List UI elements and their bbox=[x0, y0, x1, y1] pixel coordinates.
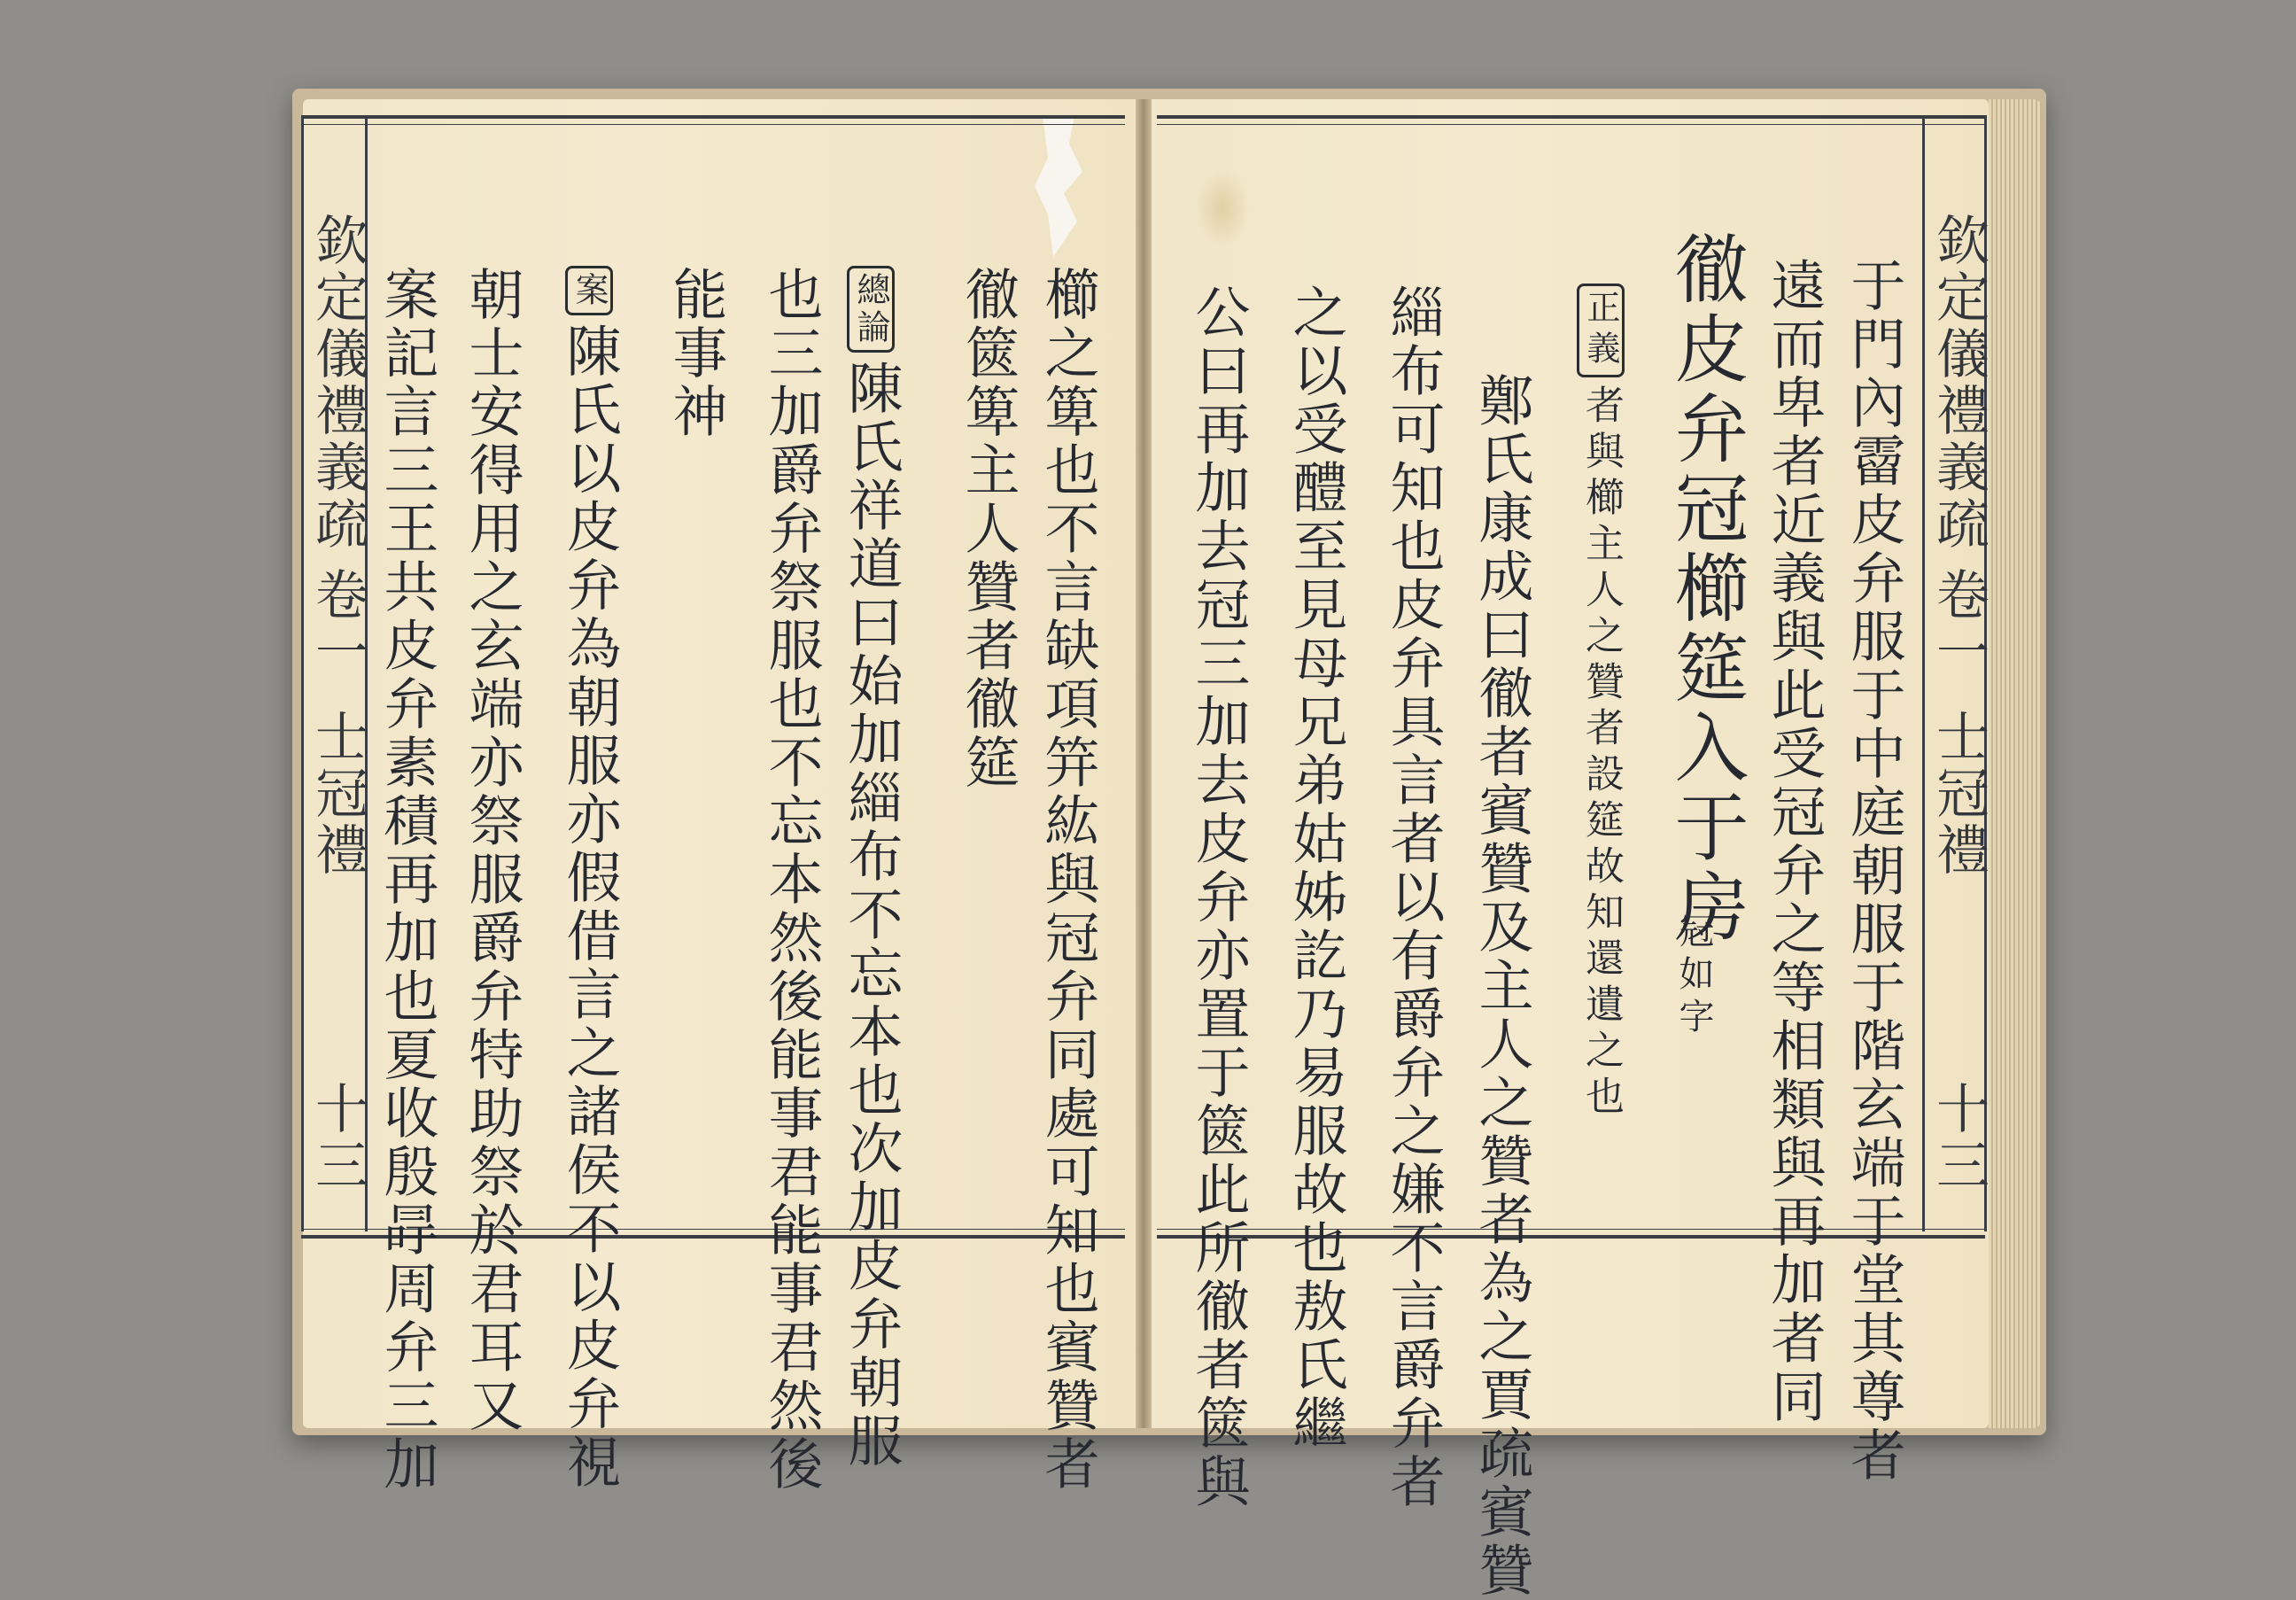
column-text: 陳氏祥道曰始加緇布不忘本也次加皮弁朝服 bbox=[839, 360, 904, 1471]
text-column: 緇布可知也皮弁具言者以有爵弁之嫌不言爵弁者 bbox=[1381, 283, 1446, 1511]
right-margin-volume: 卷一 bbox=[1928, 567, 1990, 680]
right-margin-rule bbox=[1922, 115, 1925, 1231]
text-column: 遠而卑者近義與此受冠弁之等相類與再加者同 bbox=[1762, 257, 1827, 1426]
left-margin-rule bbox=[301, 115, 304, 1231]
frame-rule bbox=[301, 124, 1125, 125]
annotation-badge: 正義 bbox=[1577, 283, 1625, 377]
column-text: 陳氏以皮弁為朝服亦假借言之諸侯不以皮弁視 bbox=[557, 322, 622, 1492]
text-column: 案記言三王共皮弁素積再加也夏收殷冔周弁三加 bbox=[375, 266, 439, 1494]
text-column: 朝士安得用之玄端亦祭服爵弁特助祭於君耳又 bbox=[460, 266, 524, 1435]
right-margin-page: 十三 bbox=[1928, 1081, 1990, 1194]
text-column: 也三加爵弁祭服也不忘本然後能事君能事君然後 bbox=[759, 266, 824, 1494]
book-gutter bbox=[1136, 99, 1152, 1428]
text-column bbox=[1577, 283, 1625, 1122]
text-column bbox=[558, 266, 620, 1492]
right-margin-section: 士冠禮 bbox=[1928, 709, 1990, 879]
left-margin-title: 欽定儀禮義疏 bbox=[306, 213, 368, 553]
small-note: 冠如字 bbox=[1673, 913, 1714, 1040]
left-margin-section: 士冠禮 bbox=[306, 709, 368, 879]
heading-column: 徹皮弁冠櫛筵入于房 bbox=[1663, 230, 1749, 948]
text-column: 鄭氏康成曰徹者賓贊及主人之贊者為之賈疏賓贊 bbox=[1470, 372, 1534, 1600]
frame-rule bbox=[1157, 124, 1985, 125]
left-margin-page: 十三 bbox=[306, 1081, 368, 1194]
left-margin-volume: 卷一 bbox=[306, 567, 368, 680]
text-column: 櫛之箄也不言缺項笄紘與冠弁同處可知也賓贊者 bbox=[1036, 266, 1100, 1494]
annotation-badge: 案 bbox=[565, 266, 613, 315]
text-column: 能事神 bbox=[663, 266, 728, 441]
text-column bbox=[840, 266, 902, 1471]
text-column: 公曰再加去冠三加去皮弁亦置于篋此所徹者篋與 bbox=[1186, 283, 1251, 1511]
text-column: 于門內霤皮弁服于中庭朝服于階玄端于堂其尊者 bbox=[1842, 257, 1906, 1485]
text-column: 徹篋箄主人贊者徹筵 bbox=[956, 266, 1020, 792]
page-edges bbox=[1989, 99, 2042, 1428]
text-column: 之以受醴至見母兄弟姑姊訖乃易服故也敖氏繼 bbox=[1284, 283, 1348, 1453]
right-margin-title: 欽定儀禮義疏 bbox=[1928, 213, 1990, 553]
column-text: 者與櫛主人之贊者設筵故知還遺之也 bbox=[1578, 384, 1624, 1122]
annotation-badge: 總論 bbox=[847, 266, 895, 353]
